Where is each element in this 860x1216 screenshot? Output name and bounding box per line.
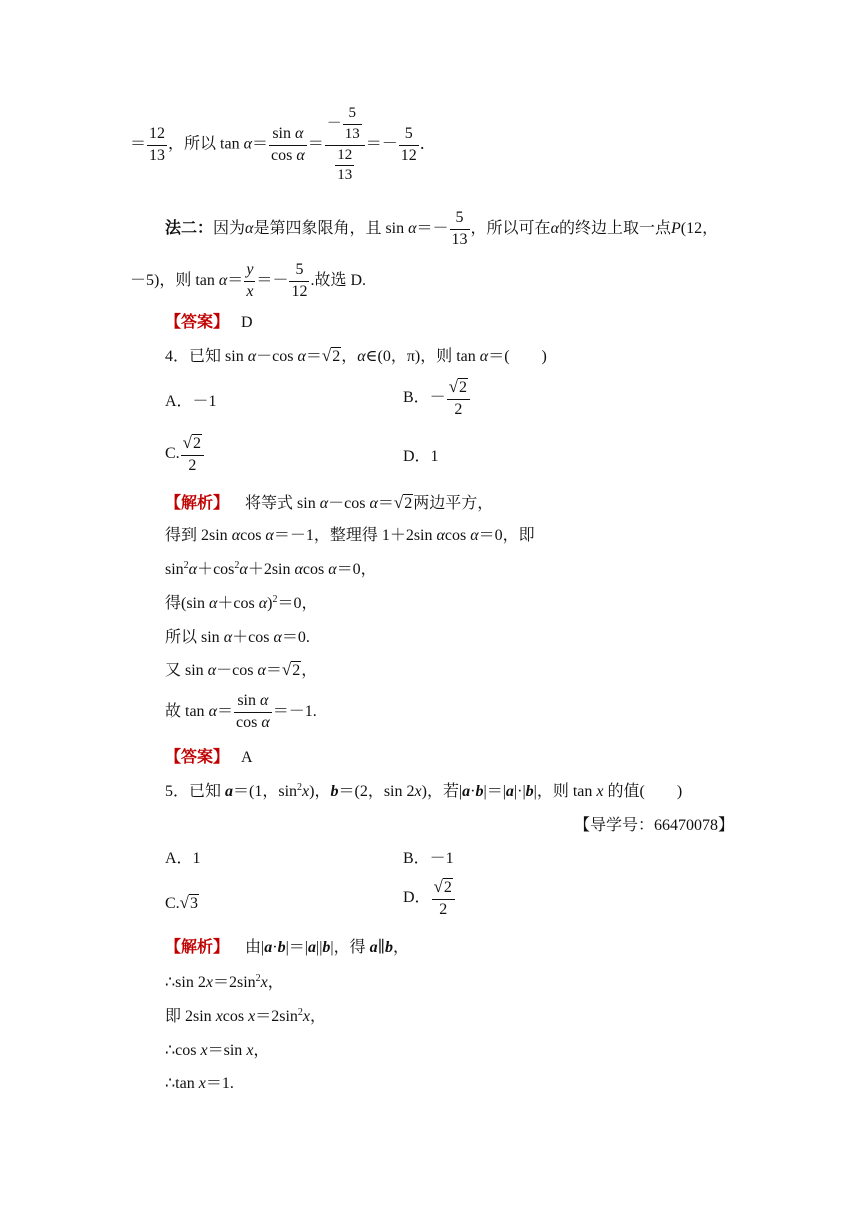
q4-option-a: A．－1 xyxy=(165,393,217,410)
analysis-4-line-4: 得(sin α＋cos α)$^2$＝0， xyxy=(165,594,318,612)
q5-option-a: A．1 xyxy=(165,850,201,867)
question-4: 4．已知 sin α－cos α＝√2，α∈(0，π)，则 tan α＝( ) xyxy=(165,346,547,365)
question-5: 5．已知 a＝(1，$\sin^2x$)，b＝(2，sin 2x)，若|a·b|＝|a|·|b|，则 tan x 的值( ) xyxy=(165,782,683,800)
analysis-5-line-3: 即 2sin xcos $x=2\sin^2x$， xyxy=(165,1007,327,1025)
analysis-5-line-2: ∴sin $2x=2\sin^2x$， xyxy=(165,973,284,991)
analysis-4-line-7: 故 tan α＝ $\frac{\text{sin α}}{\text{cos α}}$ ＝－1. xyxy=(165,692,317,731)
answer-2: 【答案】 A xyxy=(165,749,253,766)
analysis-4-line-5: 所以 sin α＋cos α＝0. xyxy=(165,629,310,646)
analysis-5-line-1: 【解析】 由|a·b|＝|a||b|，得 a∥b， xyxy=(165,939,410,956)
answer-1: 【答案】 D xyxy=(165,314,253,331)
analysis-5-line-5: ∴tan x＝1. xyxy=(165,1075,234,1092)
q4-option-c: C. $\frac{√2}{2}$ xyxy=(165,434,205,475)
method2-line-2: －5)，则 tan α＝ $\frac{y}{x}$ ＝－ $\frac{5}{12}$ .故选 D. xyxy=(130,261,367,300)
q5-option-c: C.√3 xyxy=(165,893,199,912)
analysis-4-line-3: $\sin^2\alpha+\cos^2\alpha+2\sin$ αcos α＝0， xyxy=(165,560,377,578)
method2-line-1: 法二：因为α是第四象限角，且 sin α＝－ $\frac{5}{13}$ ，所以可在α的终边上取一点P(12， xyxy=(165,209,719,248)
analysis-5-line-4: ∴cos x＝sin x， xyxy=(165,1042,270,1059)
analysis-4-line-6: 又 sin α－cos α＝√2， xyxy=(165,660,318,679)
line-1-equation: ＝ $\frac{12}{13}$ ，所以 tan α＝ $\frac{\text{sin α}}{\text{cos α}}$ ＝ － $\frac{5}{13}$ $\frac{12}{13}$ ＝－ $\frac{5}{12}$ ． xyxy=(130,105,436,184)
guide-number: 【导学号：66470078】 xyxy=(574,817,735,834)
analysis-4-line-2: 得到 2sin αcos α＝－1，整理得 1＋2sin αcos α＝0，即 xyxy=(165,527,535,544)
analysis-4-line-1: 【解析】 将等式 sin α－cos α＝√2两边平方， xyxy=(165,493,494,512)
q4-option-b: B．－ $\frac{√2}{2}$ xyxy=(403,378,471,419)
q5-option-b: B．－1 xyxy=(403,850,454,867)
q5-option-d: D． $\frac{√2}{2}$ xyxy=(403,878,456,919)
q4-option-d: D．1 xyxy=(403,448,439,465)
